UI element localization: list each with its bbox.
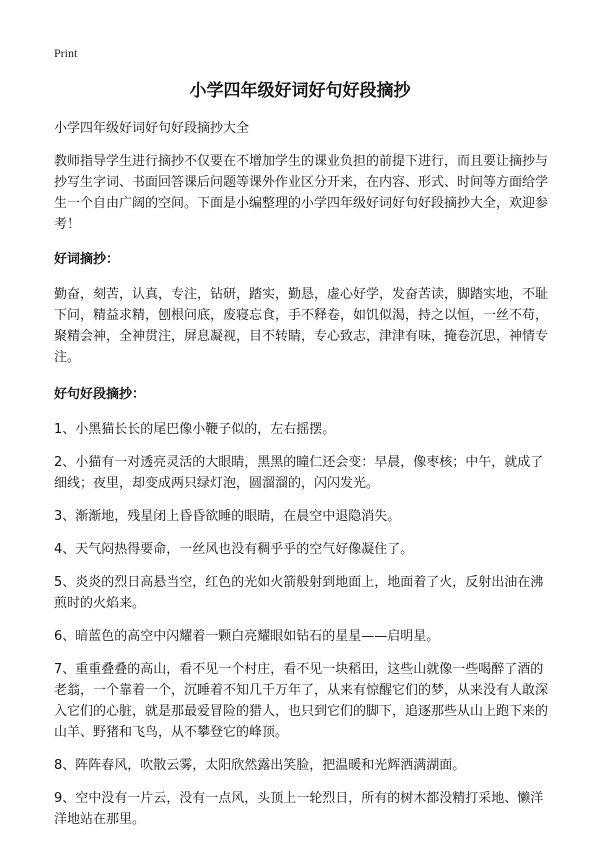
sentence-item: 3、渐渐地，残星闭上昏昏欲睡的眼睛，在晨空中退隐消失。 — [54, 509, 401, 524]
good-words-heading: 好词摘抄： — [54, 252, 120, 267]
sentence-item: 1、小黑猫长长的尾巴像小鞭子似的，左右摇摆。 — [54, 422, 336, 437]
sentence-item: 5、炎炎的烈日高悬当空，红色的光如火箭般射到地面上，地面着了火，反射出油在沸煎时的火焰来。 — [54, 575, 544, 611]
sentence-item: 9、空中没有一片云，没有一点风，头顶上一轮烈日，所有的树木都没精打采地、懒洋洋地站在那里。 — [54, 791, 544, 827]
good-sentences-heading: 好句好段摘抄： — [54, 387, 146, 402]
sentence-item: 8、阵阵春风，吹散云雾，太阳欣然露出笑脸，把温暖和光辉洒满湖面。 — [54, 758, 466, 773]
sentence-item: 2、小猫有一对透亮灵活的大眼睛，黑黑的瞳仁还会变：早晨，像枣核；中午，就成了细线；夜里，却变成两只绿灯泡，圆溜溜的，闪闪发光。 — [54, 455, 544, 491]
sentence-item: 6、暗蓝色的高空中闪耀着一颗白亮耀眼如钻石的星星——启明星。 — [54, 629, 440, 644]
intro-paragraph: 教师指导学生进行摘抄不仅要在不增加学生的课业负担的前提下进行，而且要让摘抄与抄写生字词、书面回答课后问题等课外作业区分开来，在内容、形式、时间等方面给学生一个自由广阔的空间。下面是小编整理的小学四年级好词好句好段摘抄大全，欢迎参考！ — [54, 154, 549, 232]
good-words-paragraph: 勤奋，刻苦，认真，专注，钻研，踏实，勤恳，虚心好学，发奋苦读，脚踏实地，不耻下问，精益求精，刨根问底，废寝忘食，手不释卷，如饥似渴，持之以恒，一丝不苟，聚精会神，全神贯注，屏息凝视，目不转睛，专心致志，津津有味，掩卷沉思，神情专注。 — [54, 287, 549, 365]
article-subtitle: 小学四年级好词好句好段摘抄大全 — [54, 121, 250, 136]
page-title: 小学四年级好词好句好段摘抄 — [189, 81, 411, 101]
sentence-item: 4、天气闷热得要命，一丝风也没有稠乎乎的空气好像凝住了。 — [54, 542, 414, 557]
article-body — [54, 118, 550, 842]
sentence-item: 7、重重叠叠的高山，看不见一个村庄，看不见一块稻田，这些山就像一些喝醉了酒的老翁，一个靠着一个，沉睡着不知几千万年了，从来有惊醒它们的梦，从来没有人敢深入它们的心脏，就是那最爱冒险的猎人，也只到它们的脚下，追逐那些从山上跑下来的山羊、野猪和飞鸟，从不攀登它的峰顶。 — [54, 662, 549, 740]
print-link[interactable]: Print — [54, 46, 78, 60]
